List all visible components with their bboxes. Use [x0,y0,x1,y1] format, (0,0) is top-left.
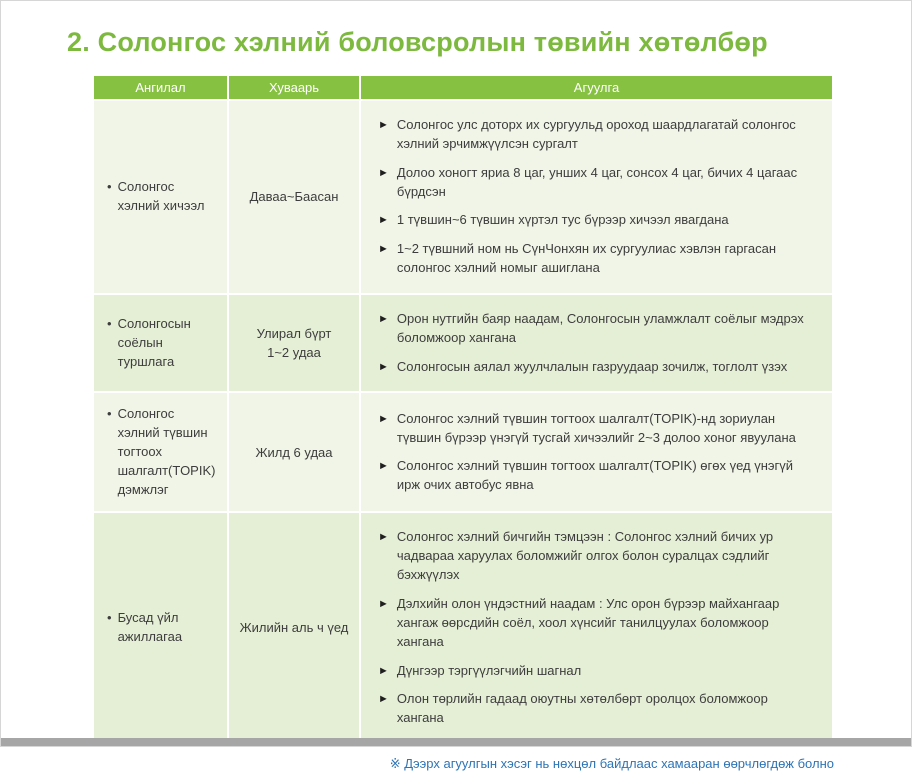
content-item [378,528,816,585]
schedule-cell [229,513,359,743]
content-item [378,690,816,728]
category-inner [107,405,219,499]
triangle-bullet-icon: ► [378,214,389,227]
program-table [92,74,834,745]
dot-bullet-icon: • [107,179,112,195]
triangle-bullet-icon: ► [378,360,389,373]
dot-bullet-icon: • [107,406,112,422]
content-item-text: Солонгос хэлний бичгийн тэмцээн : Солонгос хэлний бичих ур чадвараа харуулах боломжийг олгох болон суралцах сэдлийг бэхжүүлэх [396,529,774,583]
triangle-bullet-icon: ► [378,597,389,610]
dot-bullet-icon: • [107,315,112,331]
content-cell [361,513,832,743]
triangle-bullet-icon: ► [378,166,389,179]
content-item [378,595,816,652]
category-label: Солонгос хэлний түвшин тогтоох шалгалт(TOPIK) дэмжлэг [117,406,216,497]
content-item-text: Солонгос хэлний түвшин тогтоох шалгалт(TOPIK)-нд зориулан түвшин бүрээр үнэгүй тусгай хичээлийг 2~3 долоо хоног явуулана [396,410,796,445]
schedule-line: Жилд 6 удаа [255,444,333,460]
triangle-bullet-icon: ► [378,460,389,473]
table-header-row [94,76,832,99]
table-row [94,393,832,511]
content-item-text: Солонгос хэлний түвшин тогтоох шалгалт(TOPIK) өгөх үед үнэгүй ирж очих автобус явна [396,458,794,493]
category-inner [107,609,219,647]
content-item-text: Долоо хоногт яриа 8 цаг, унших 4 цаг, сонсох 4 цаг, бичих 4 цагаас бүрдсэн [396,164,798,199]
content-item [378,410,816,448]
content-item-text: Орон нутгийн баяр наадам, Солонгосын уламжлалт соёлыг мэдрэх боломжоор хангана [396,310,804,345]
column-header-schedule: Хуваарь [229,76,359,99]
category-cell [94,295,227,392]
column-header-content: Агуулга [361,76,832,99]
content-item [378,662,816,681]
content-item [378,240,816,278]
content-cell [361,101,832,293]
category-label: Солонгосын соёлын туршлага [117,315,191,369]
triangle-bullet-icon: ► [378,312,389,325]
triangle-bullet-icon: ► [378,243,389,256]
category-cell [94,393,227,511]
triangle-bullet-icon: ► [378,693,389,706]
category-cell [94,101,227,293]
content-item [378,116,816,154]
table-row [94,101,832,293]
triangle-bullet-icon: ► [378,412,389,425]
content-item [378,358,816,377]
schedule-cell [229,101,359,293]
page-title: 2. Солонгос хэлний боловсролын төвийн хөтөлбөр [67,27,768,57]
content-item-text: Дүнгээр тэргүүлэгчийн шагнал [396,662,582,678]
content-item-text: Солонгос улс доторх их сургуульд ороход шаардлагатай солонгос хэлний эрчимжүүлсэн сургалт [396,117,796,151]
content-item-text: 1 түвшин~6 түвшин хүртэл тус бүрээр хичээл явагдана [396,212,729,228]
triangle-bullet-icon: ► [378,531,389,544]
category-label: Бусад үйл ажиллагаа [117,610,183,645]
triangle-bullet-icon: ► [378,664,389,677]
schedule-cell [229,393,359,511]
category-label: Солонгос хэлний хичээл [117,179,205,213]
dot-bullet-icon: • [107,610,112,626]
table-row [94,513,832,743]
schedule-line: Улирал бүрт [256,325,332,341]
content-item [378,457,816,495]
schedule-line: 1~2 удаа [267,345,321,361]
content-item [378,211,816,230]
table-row [94,295,832,392]
schedule-line: Жилийн аль ч үед [239,620,349,636]
schedule-line: Даваа~Баасан [249,189,339,205]
content-item-text: Солонгосын аялал жуулчлалын газруудаар зочилж, тоглолт үзэх [396,358,788,374]
column-header-category: Ангилал [94,76,227,99]
content-item-text: 1~2 түвшний ном нь СүнЧонхян их сургуулиас хэвлэн гаргасан солонгос хэлний номыг ашиглана [396,241,777,276]
triangle-bullet-icon: ► [378,119,389,131]
window-bottom-edge [1,738,911,746]
footnote: ※ Дээрх агуулгын хэсэг нь нөхцөл байдлаас хамааран өөрчлөгдөж болно [389,756,834,772]
content-cell [361,295,832,392]
category-inner [107,315,219,372]
category-inner [107,178,219,216]
content-item-text: Дэлхийн олон үндэстний наадам : Улс орон бүрээр майхангаар хангаж өөрсдийн соёл, хоол хүнсийг танилцуулах боломжоор хангана [396,595,780,649]
schedule-cell [229,295,359,392]
content-item-text: Олон төрлийн гадаад оюутны хөтөлбөрт оролцох боломжоор хангана [396,691,768,726]
category-cell [94,513,227,743]
content-item [378,164,816,202]
content-item [378,310,816,348]
content-cell [361,393,832,511]
